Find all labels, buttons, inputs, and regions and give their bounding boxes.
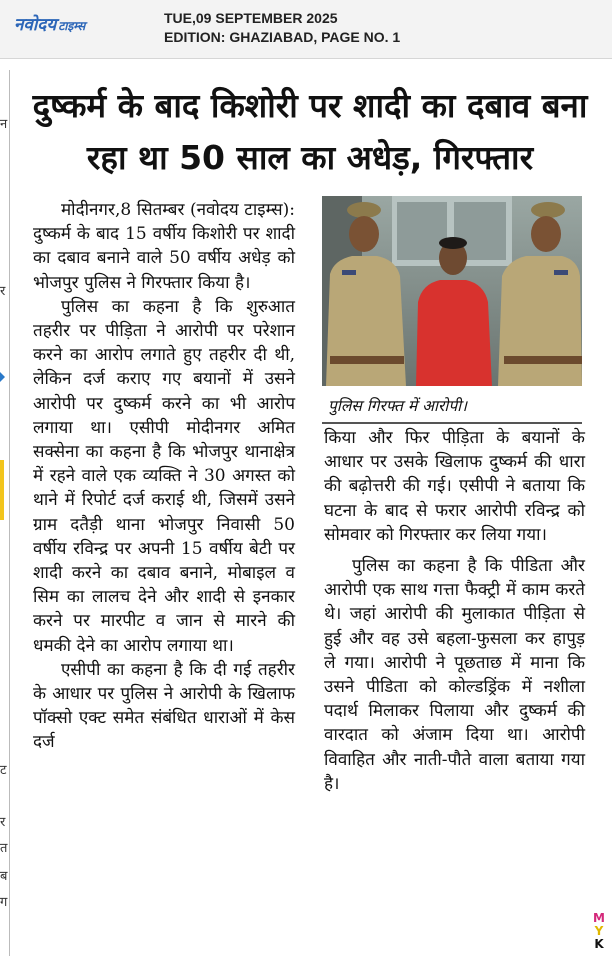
paragraph: एसीपी का कहना है कि दी गई तहरीर के आधार पर पुलिस ने आरोपी के खिलाफ पॉक्सो एक्ट समेत संबंधित धाराओं में केस दर्ज xyxy=(33,659,295,753)
margin-letter: ट xyxy=(0,763,7,778)
paragraph: किया और फिर पीड़िता के बयानों के आधार पर उसके खिलाफ दुष्कर्म की धारा की बढ़ोत्तरी की गई। एसीपी ने बताया कि घटना के बाद से फरार आरोपी रविन्द्र को सोमवार को गिरफ्तार कर लिया गया। xyxy=(324,428,585,545)
photo-caption: पुलिस गिरफ्त में आरोपी। xyxy=(328,397,468,415)
article-column-left xyxy=(33,198,295,755)
margin-letter: र xyxy=(0,815,6,830)
arrest-photo-illustration xyxy=(322,196,582,386)
headline-line-1: दुष्कर्म के बाद किशोरी पर शादी का दबाव बना xyxy=(32,86,588,125)
margin-letter: न xyxy=(0,117,8,132)
margin-letter: त xyxy=(0,841,8,856)
margin-letter: र xyxy=(0,284,6,299)
newspaper-logo xyxy=(14,12,85,35)
publish-date: TUE,09 SEPTEMBER 2025 xyxy=(164,10,338,26)
print-color-marks xyxy=(590,912,608,951)
news-photo xyxy=(322,196,582,386)
edition-page: EDITION: GHAZIABAD, PAGE NO. 1 xyxy=(164,29,401,45)
print-mark-k: K xyxy=(594,937,604,951)
masthead-bar xyxy=(0,0,612,59)
headline-line-2: रहा था 50 साल का अधेड़, गिरफ्तार xyxy=(86,138,534,177)
margin-letter: ग xyxy=(0,895,8,910)
edition-info xyxy=(164,9,400,47)
print-mark-m: M xyxy=(593,911,605,925)
yellow-marker xyxy=(0,460,4,520)
margin-letter: ब xyxy=(0,869,8,884)
logo-main: नवोदय xyxy=(14,15,57,35)
blue-marker xyxy=(0,372,5,382)
paragraph: पुलिस का कहना है कि पीडिता और आरोपी एक साथ गत्ता फैक्ट्री में काम करते थे। जहां आरोपी की मुलाकात पीड़िता से हुई और वह उसे बहला-फुसला कर हापुड़ ले गया। आरोपी ने पूछताछ में माना कि उसने पीडिता को कोल्डड्रिंक में नशीला पदार्थ मिलाकर पिलाया और दुष्कर्म की वारदात को अंजाम दिया था। आरोपी विवाहित और नाती-पौते वाला बताया गया है। xyxy=(324,556,585,794)
paragraph-dateline: मोदीनगर,8 सितम्बर (नवोदय टाइम्स): दुष्कर्म के बाद 15 वर्षीय किशोरी पर शादी का दबाव बनाने वाले 50 वर्षीय अधेड़ को भोजपुर पुलिस ने गिरफ्तार किया है। xyxy=(33,200,295,293)
article-column-right xyxy=(324,426,585,796)
photo-caption-box xyxy=(322,386,582,424)
print-mark-y: Y xyxy=(594,924,604,938)
logo-sub: टाइम्स xyxy=(58,19,86,33)
article-headline xyxy=(20,80,600,184)
paragraph: पुलिस का कहना है कि शुरुआत तहरीर पर पीड़िता ने आरोपी पर परेशान करने का आरोप लगाते हुए तहरीर दी थी, लेकिन दर्ज कराए गए बयानों में उसने आरोपी पर दुष्कर्म करने का भी आरोप लगाया था। एसीपी मोदीनगर अमित सक्सेना का कहना है कि भोजपुर थानाक्षेत्र में रहने वाले एक व्यक्ति ने 30 अगस्त को थाने में रिपोर्ट दर्ज कराई थी, जिसमें उसने ग्राम दतैड़ी थाना भोजपुर निवासी 50 वर्षीय रविन्द्र पर अपनी 15 वर्षीय बेटी पर शादी करने का दबाव बनाने, मोबाइल व सिम का लालच देने और शादी से इनकार करने पर मारपीट व जान से मारने की धमकी देने का आरोप लगाया था। xyxy=(33,296,295,656)
